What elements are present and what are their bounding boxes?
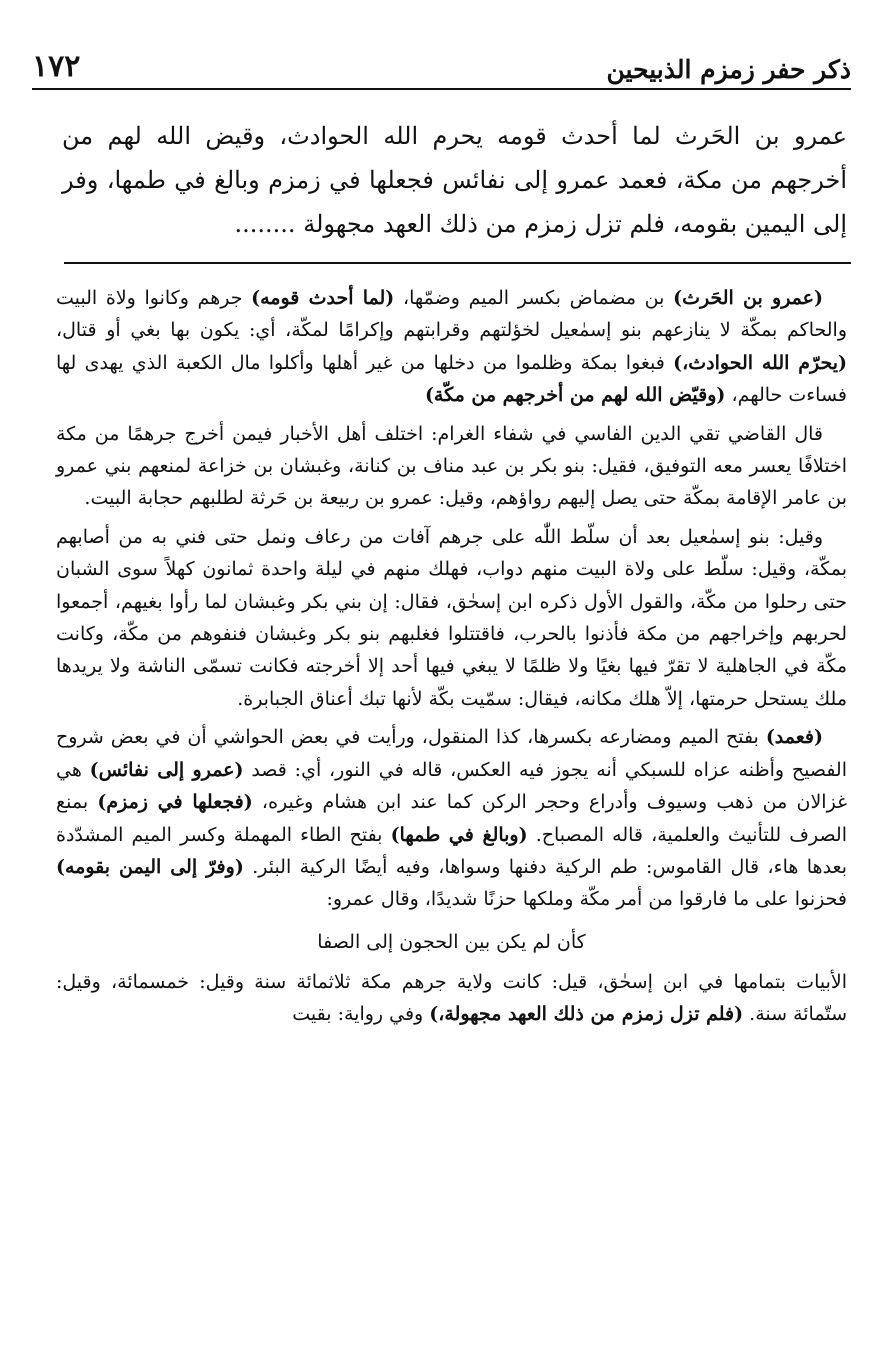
quoted-phrase: (لما أحدث قومه) <box>251 287 395 309</box>
commentary-text: الأبيات بتمامها في ابن إسحٰق، قيل: كانت ولاية جرهم مكة ثلاثمائة سنة وقيل: خمسمائة، وقيل: ستّمائة سنة. <box>56 970 847 1026</box>
commentary-paragraph-4 <box>56 721 847 915</box>
commentary-paragraph-1 <box>56 282 847 412</box>
page-header <box>32 36 851 90</box>
quoted-phrase: (وقيّض الله لهم من أخرجهم من مكّة) <box>424 384 726 407</box>
commentary-text: بفتح الطاء المهملة وكسر الميم المشدّدة بعدها هاء، قال القاموس: طم الركية دفنها وسواها، وفيه أيضًا الركية البئر. <box>56 823 848 878</box>
main-text <box>62 114 847 246</box>
main-text-body: عمرو بن الحَرث لما أحدث قومه يحرم الله الحوادث، وقيض الله لهم من أخرجهم من مكة، فعمد عمرو إلى نفائس فجعلها في زمزم وبالغ في طمها، وفر إلى اليمين بقومه، فلم تزل زمزم من ذلك العهد مجهولة <box>62 122 847 238</box>
commentary-text: هي غزالان من ذهب وسيوف وأدراع وحجر الركن كما عند ابن هشام وغيره، <box>56 758 848 814</box>
commentary-text: جرهم وكانوا ولاة البيت والحاكم بمكّة لا ينازعهم بنو إسمٰعيل لخؤلتهم وقرابتهم وإكرامًا لمكّة، أي: يكون بها بغي أو قتال، <box>56 287 847 342</box>
quoted-phrase: (وبالغ في طمها) <box>390 823 528 846</box>
commentary-text: فبغوا بمكة وظلموا من دخلها من غير أهلها وأكلوا مال الكعبة الذي يهدى لها فساءت حالهم، <box>56 351 847 407</box>
commentary-paragraph-3: وقيل: بنو إسمٰعيل بعد أن سلّط اللّٰه على جرهم آفات من رعاف ونمل حتى فني به من أصابهم بمكّة، وقيل: سلّط على ولاة البيت منهم دواب، فهلك منهم في ليلة واحدة ثمانون كهلاً سوى الشبان حتى رحلوا من مكّة، والقول الأول ذكره ابن إسحٰق، فقال: إن بني بكر وغبشان لما رأوا بغيهم، أجمعوا لحربهم وإخراجهم من مكة فأذنوا بالحرب، فاقتتلوا فغلبهم بنو بكر وغبشان فنفوهم من مكّة، وكانت مكّة في الجاهلية لا تقرّ فيها بغيًا ولا ظلمًا لا يبغي فيها أحد إلا أخرجته فكانت تسمّى الناشة ولا يريدها ملك يستحل حرمتها، إلاّ هلك مكانه، فيقال: سمّيت بكّة لأنها تبك أعناق الجبابرة. <box>56 525 847 710</box>
main-text-dots: ........ <box>234 210 296 238</box>
quoted-phrase: (عمرو إلى نفائس) <box>89 758 244 781</box>
quoted-phrase: (فجعلها في زمزم) <box>97 791 253 814</box>
commentary-text: بفتح الميم ومضارعه بكسرها، كذا المنقول، ورأيت في بعض الحواشي أن في بعض شروح الفصيح وأظنه عزاه للسبكي أنه يجوز فيه العكس، قاله في النور، أي: قصد <box>56 726 847 781</box>
commentary <box>56 282 847 1037</box>
quoted-phrase: (وفرّ إلى اليمن بقومه) <box>56 855 244 878</box>
commentary-text: بمنع الصرف للتأنيث والعلمية، قاله المصباح. <box>56 791 848 846</box>
page-number: ١٧٢ <box>32 49 81 84</box>
commentary-text: وفي رواية: بقيت <box>292 1003 430 1026</box>
quoted-phrase: (يحرّم الله الحوادث،) <box>673 351 847 374</box>
separator-rule <box>64 262 851 264</box>
poetry-verse: كأن لم يكن بين الحجون إلى الصفا <box>317 930 586 953</box>
commentary-text: بن مضماض بكسر الميم وضمّها، <box>394 287 674 309</box>
commentary-text: فحزنوا على ما فارقوا من أمر مكّة وملكها حزنًا شديدًا، وقال عمرو: <box>326 888 847 911</box>
commentary-paragraph-5 <box>56 966 847 1031</box>
main-text-paragraph <box>62 114 847 246</box>
commentary-paragraph-2: قال القاضي تقي الدين الفاسي في شفاء الغرام: اختلف أهل الأخبار فيمن أخرج جرهمًا من مكة اختلافًا يعسر معه التوفيق، فقيل: بنو بكر بن عبد مناف بن كنانة، وغبشان بن خزاعة لمنعهم بني عمرو بن عامر الإقامة بمكّة حتى يصل إليهم رواؤهم، وقيل: عمرو بن ربيعة بن حَرثة لطلبهم حجابة البيت. <box>56 422 847 510</box>
quoted-phrase: (عمرو بن الحَرث) <box>673 287 823 309</box>
quoted-phrase: (فعمد) <box>765 726 823 749</box>
running-title: ذكر حفر زمزم الذبيحين <box>606 55 851 84</box>
quoted-phrase: (فلم تزل زمزم من ذلك العهد مجهولة،) <box>429 1003 744 1026</box>
